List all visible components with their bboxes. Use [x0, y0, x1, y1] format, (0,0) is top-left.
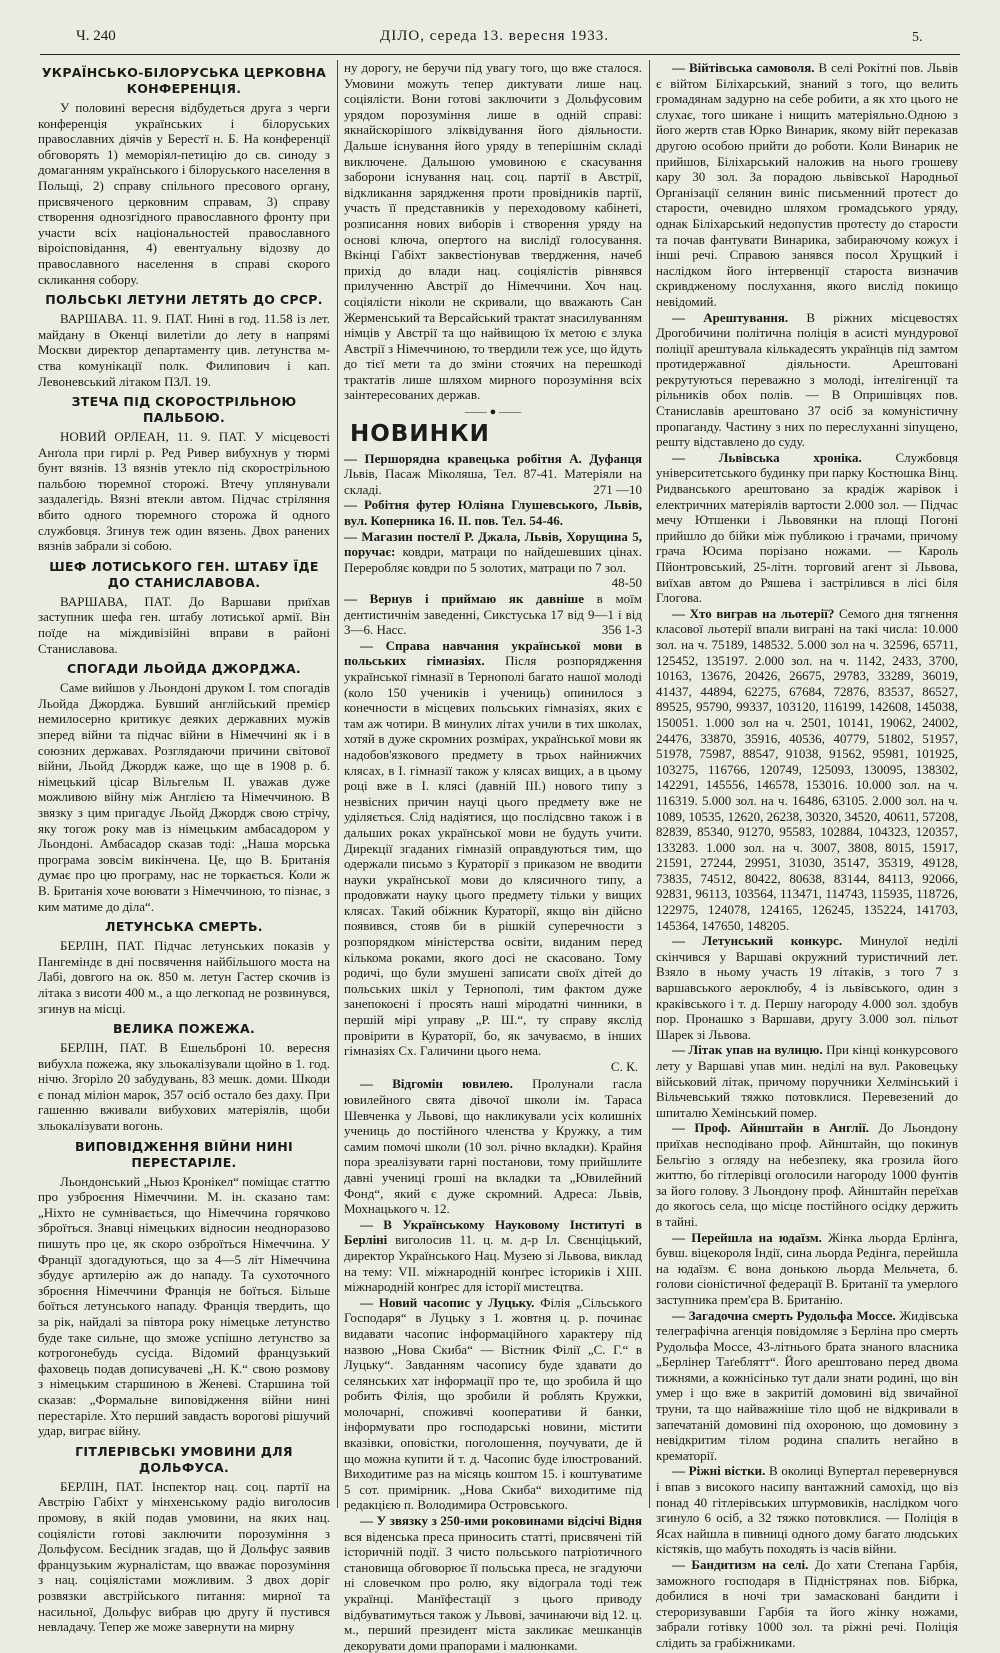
news-item-heading: — Перейшла на юдаїзм. [672, 1229, 822, 1245]
article-text: ВАРШАВА. 11. 9. ПАТ. Нині в год. 11.58 із лет. майдану в Окенці вилетіли до лету в напрямі Москви директор департаменту цив. летунства м-ства комунікації полк. Филипович і кап. Левоневський літаком ПЗЛ. 19. [38, 311, 330, 389]
classified-ad [344, 497, 642, 528]
news-item-text: При кінці конкурсового лету у Варшаві упав мин. неділі на вул. Раковецьку військовий літак, причому поручники Хелмінський і Вільчевський тяжко потовклися. Перевезений до шпиталю Хемінський помер. [656, 1042, 959, 1120]
news-item-text: До Льондону приїхав несподівано проф. Айнштайн, що покинув Бельгію з огляду на небезпеку, яка грозила його життю, бо гітлерівці оголосили нагороду 1000 фунтів за його голову. З Льондону проф. Айнштайн переїхав до якогось села, що місце постійного осідку держить в тайні. [656, 1120, 958, 1229]
news-item [656, 60, 958, 310]
article-text: ВАРШАВА, ПАТ. До Варшави приїхав заступник шефа ген. штабу лотиської армії. Він поїде на міждивізійні вправи в районі Станиславова. [38, 593, 330, 656]
news-item-heading: — У звязку з 250-ими роковинами відсічі Відня [360, 1513, 642, 1529]
article-text: БЕРЛІН, ПАТ. Інспектор нац. соц. партії на Австрію Габіхт у мінхенському радіо виголосив промову, в якій подав умовини, на яких нац. соціялісти готові заключити порозуміння з Дольфусом. Бесідник згадав, що й Дольфус заявив французьким журналістам, що вважає порозуміння з нац. соціялістами можливим. З двох доріг розвязки австрійського питання: мирної та насильної, Дольфус вибрав цю другу й пустився невладачу. Тепер же може завернути на мирну [38, 1478, 330, 1635]
article-text: У половині вересня відбудеться друга з черги конференція українських і білоруських православних діячів у Берестї н. Б. На конференції обговорять 1) меморіял-петицію до св. синоду з домаганням українського і білоруського населення в Польщі, 2) справу спільного пресового органу, присвяченого церковним справам, 3) справу створення однозгідного православного фронту при участи всіх національностей православного віроісповідання, 4) евентуальну відозву до православного населення в справі скорого скликання собору. [38, 100, 330, 287]
issue-number: Ч. 240 [76, 28, 116, 44]
news-item-heading: — Справа навчання української мови в польських гімназіях. [344, 637, 642, 669]
column-2 [344, 60, 643, 1653]
news-item-heading: — Бандитизм на селі. [672, 1557, 809, 1572]
news-item [656, 1042, 958, 1120]
news-item [344, 1217, 642, 1295]
ad-heading: — Вернув і приймаю як давніше [344, 591, 584, 606]
news-item-text: Службовця університетського будинку при парку Костюшка Вінц. Ридванського арештовано за крадіж жарівок і електричних матеріялів вартости 2.000 зол. — Підчас мечу Ютшенки і Львовянки на площі Погоні прийшло до бійки між публикою і грачами, причому грача Юсима порізано ножами. — Кароль Пйонтровський, 25-літн. торговий агент зі Львова, виїхав автом до Ряшева і застрілився в лісі біля Глогова. [656, 449, 959, 606]
news-item-text: В ріжних місцевостях Дрогобичини політична поліція в асисті мундурової поліції арештувала кількадесять українців під замтом протидержавної діяльности. Арештовані рекрутуються переважно з молоді, інтелігенції та рільників обох полів. — В Опришівцях пов. Станиславів арештовано 37 осіб за комуністичну пропаганду. Частину з них по переслуханні зіпущено, решту відставлено до суду. [656, 309, 958, 450]
article-text: БЕРЛІН, ПАТ. Підчас летунських показів у Пангеміндє в дні посвячення найбільшого моста на Лабі, довгого на ок. 850 м. летун Гастер скочив із літака з висоти 400 м., а що легкопад не розвинувся, згинув на місці. [38, 938, 330, 1016]
news-item-heading: — Летунський конкурс. [672, 933, 843, 949]
classified-ad [344, 591, 642, 638]
article-headline: ВИПОВІДЖЕННЯ ВІЙНИ НИНІ ПЕРЕСТАРІЛЕ. [75, 1138, 293, 1170]
news-item [656, 450, 958, 606]
ad-code: 48-50 [611, 575, 642, 591]
news-item [656, 1557, 958, 1651]
news-item-text: Після розпорядження української гімназії в Тернополі багато нашої молоді (коло 150 учеників і учениць) опинилося з конечности в місцевих польських гімназіях, яких є там аж чотири. В минулих літах учили в тих школах, хотяй в дуже скромних розмірах, української мови як надобов'язкового предмету в трьох найнижчих клясах, в I. гімназії також у клясах вищих, а в цьому році вже в I. клясі (давній III.) нового типу з незвісних причин науці цього предмету вже не уділяється. Слід надіятися, що послідсвно також і в дальших роках української мови не будуть учити. Дирекції згаданих гімназій оправдуються тим, що одержали письмо з Кураторії з приказом не вводити науки української мови до клясичного типу, а продовжати науку цього предмету тільки у вищих клясах. Такий обіжник Кураторії, якщо він дійсно появився, стояв би в рішкій суперечности з розпорядком міністерства освіти, виданим перед кількома роками, якого досі не скасовано. Тому родичі, що були змушені записати своїх дітей до польських шкіл у Тернополі, тим фактом дуже занепокоєні і просять наші міродатні чинники, в першій мірі управу „Р. Ш.“, ту справу якслід провірити в Кураторії, бо, як зачуваємо, в інших гімназіях Сх. Галичини цього нема. [344, 653, 642, 1059]
news-item-text: виголосив 11. ц. м. д-р Іл. Свєнціцький, директор Українського Нац. Музею зі Львова, виклад на тему: VII. міжнародній конґрес істориків і XIII. міжнародній конґрес для історії мистецтва. [344, 1232, 642, 1295]
news-item-heading: — Ріжні вістки. [672, 1463, 766, 1479]
news-item [656, 1308, 958, 1464]
article-headline: ШЕФ ЛОТИСЬКОГО ГЕН. ШТАБУ ЇДЕ ДО СТАНИСЛАВОВА. [49, 558, 319, 590]
article-headline: ЛЕТУНСЬКА СМЕРТЬ. [105, 919, 263, 935]
news-item-text: вся віденська преса приносить статті, присвячені тій історичній події. З чисто польського патріотичного становища обговорює її польська преса, не згадуючи ні словечком про ролю, яку відограла тоді теж українці. Манїфестації з цього приводу відбуватимуться також у Львові, зачинаючи від 12. ц. м., перший президент міста закликає мешканців декорувати доми прапорами і малюнками. [344, 1528, 642, 1653]
news-item [344, 1295, 642, 1513]
ad-text: Львів, Пасаж Міколяша, Тел. 87-41. Матеріяли на складі. [344, 466, 642, 497]
page-header [0, 0, 1000, 48]
ad-heading: — Магазин постелї Р. Джала, Львів, Хорущина 5, поручає: [344, 528, 642, 560]
news-item-heading: — Літак упав на вулицю. [672, 1042, 823, 1058]
news-item-heading: — В Українському Науковому Інституті в Берліні [344, 1216, 642, 1248]
news-item [656, 933, 958, 1042]
news-item-heading: — Загадочна смерть Рудольфа Моссе. [672, 1307, 896, 1323]
news-item-text: Жінка льорда Ерлінга, бувш. віцекороля Індії, сина льорда Редінга, перейшла на юдаїзм. Є вона донькою льорда Мельчета, б. голови сіоністичної федерації В. Британії та умерлого заступника прем'єра В. Британію. [656, 1229, 959, 1307]
article-text: Саме вийшов у Льондоні друком I. том спогадів Льойда Джорджа. Бувший англійський премієр немилосерно критикує деяких державних мужів зперед війни та підчас війни в Німеччині як і в союзних державах. Розглядаючи причини світової війни, Льойд Джордж каже, що ще в 1908 р. б. німецький цісар Вільгельм II. уважав дуже можливою війну між Англією та Німеччиною. В звязку з цим пригадує Льойд Джордж свою стрічу, яку тогож року мав із німецьким амбасадором у Льондоні. Амбасадор сказав тоді: „Наша морська програма зовсім викінчена. Це, що В. Британія думає про цю програму, нас не торкається. Коли ж В. Британія хоче воювати з Німеччиною, то пізнає, з ким матиме до діла“. [38, 680, 330, 914]
column-1 [38, 60, 330, 1635]
column-divider [649, 60, 650, 1508]
news-item-text: Семого дня тягнення класової льотерії впали виграні на такі числа: 10.000 зол. на ч. 75189, 148532. 5.000 зол на ч. 32596, 65711, 125452, 135197. 2.000 зол. на ч. 1142, 2433, 3700, 10163, 13676, 20426, 26675, 29783, 33289, 36019, 41437, 44894, 62275, 67684, 72876, 83537, 86527, 89525, 95790, 99337, 103120, 116199, 142608, 145038, 150051. 1.000 зол на ч. 2501, 10141, 19062, 24002, 24476, 33870, 35916, 40536, 40779, 51802, 51957, 51978, 75987, 88547, 91038, 91562, 95981, 101925, 103275, 116766, 120749, 125093, 130095, 138302, 142291, 145556, 146578, 153016. 10.000 зол. на ч. 116319. 5.000 зол. на ч. 16486, 63105. 2.000 зол. на ч. 1089, 10535, 12620, 26238, 30320, 34520, 40611, 57208, 82839, 85340, 91270, 95583, 102884, 104323, 120357, 133283. 1.000 зол. на ч. 3007, 3808, 8015, 15917, 21591, 27244, 29951, 31030, 35147, 35319, 49128, 73835, 74512, 80422, 80638, 83144, 84113, 92066, 92831, 96113, 103564, 113471, 114743, 115935, 118726, 122975, 124078, 124165, 126245, 135224, 141703, 145364, 147650, 148205. [656, 605, 959, 933]
news-item [656, 1120, 958, 1229]
masthead-line: ДІЛО, середа 13. вересня 1933. [380, 28, 609, 44]
ad-code: 356 1-3 [601, 622, 642, 638]
column-3 [656, 60, 959, 1650]
article-headline: СПОГАДИ ЛЬОЙДА ДЖОРДЖА. [67, 661, 301, 677]
news-item [344, 1513, 642, 1653]
news-item-heading: — Арештування. [672, 309, 789, 325]
ad-heading: — Робітня футер Юліяна Глушевського, Львів, вул. Коперника 16. II. пов. Тел. 54-46. [344, 497, 642, 529]
article-headline: УКРАЇНСЬКО-БІЛОРУСЬКА ЦЕРКОВНА КОНФЕРЕНЦІЯ. [41, 65, 327, 96]
news-item [344, 638, 642, 1059]
column-divider [337, 60, 338, 1508]
news-item-heading: — Відгомін ювилею. [360, 1076, 513, 1092]
header-divider [40, 54, 960, 55]
article-text: НОВИЙ ОРЛЕАН, 11. 9. ПАТ. У місцевості Анґола при гирлі р. Ред Ривер вибухнув у тюрмі бунт вязнів. 13 вязнів утекло під скорострільною пальбою тюремної сторожі. Втечу уплянували заздалегідь. Вязні втекли автом. Підчас стріляння вбито одного тюремного сторожа й одного службовця. Згинув теж один вязень. Двох ранених вязнів забрали зі собою. [38, 429, 330, 554]
news-item-text: Філія „Сільського Господаря“ в Луцьку з 1. жовтня ц. р. починає видавати часопис інформаційного характеру під назвою „Нова Скиба“ — Вістник Філії „С. Г.“ в Луцьку“. Завданням часопису буде здавати до селянських хат інформації про те, що зробила й що робить Філія, що зробили й роблять Кружки, молочарні, споживчі кооперативи й банки, інформувати про господарські новини, містити вказівки, оповістки, поголошення, поучувати, де й що можна купити й т. д. Часопис буде ілюстрований. Виходитиме раз на місяць коштом 15. і коштуватиме 5 сот. примірник. „Нова Скиба“ виходитиме під редакцією п. Володимира Островського. [344, 1294, 643, 1513]
article-headline: ВЕЛИКА ПОЖЕЖА. [112, 1021, 255, 1037]
news-item [656, 1230, 958, 1308]
ad-heading: — Першорядна кравецька робітня А. Дуфанця [344, 450, 642, 466]
news-item-heading: — Хто виграв на льотерії? [672, 605, 835, 621]
article-headline: ПОЛЬСЬКІ ЛЕТУНИ ЛЕТЯТЬ ДО СРСР. [45, 292, 323, 308]
news-item-heading: — Львівська хроніка. [672, 449, 862, 465]
ad-text: ковдри, матраци по найдешевших цінах. Переробляє ковдри по 5 золотих, матраци по 7 зол. [344, 544, 643, 575]
news-item [656, 310, 958, 450]
page-number: 5. [912, 30, 923, 45]
news-item-text: До хати Степана Гарбія, заможного господаря в Підністрянах пов. Бібрка, добилися в ночі три замасковані бандити і стероризувавши Гарбія та його жінку ножами, забрали готівку 1000 зол. та ріжні речі. Поліція слідить за грабіжниками. [656, 1557, 958, 1650]
news-item-text: В селі Рокітні пов. Львів є війтом Біліхарський, знаний з того, що велить громадянам задурно на себе робити, а як хто цього не слухає, того шикане і нищить матеріяльно.Одною з його жертв став Юркo Винарик, якому війт переказав другою особою прийти до роботи. Коли Винарик не прийшов, Біліхарський наложив на нього грошеву кару 30 зол. За порадою львівської Народньої Організації селянин виніс письменний протест до старости, очевидно шляхом громадського уряду, однак Біліхарський недопустив протесту до старости та почав фантувати Винарика, забираючому кожух і інші речі. Справою занявся посол Хрущкий і наслідком його інтервенції староста визначив скривдженому послухання, якого вислід покищо невідомий. [656, 60, 958, 309]
article-text: Льондонський „Ньюз Кронікел“ поміщає статтю про узброєння Німеччини. М. ін. сказано там: „Ніхто не сумнівається, що Німеччина горячково зброїться. Знавці німецьких відносин неодноразово пишуть про це, як скоро озброїться Німеччина. У Франції здогадуються, що за 4—5 літ Німеччина збудує артилерію аж до нападу. Та сухоточного зброєння Німеччини Франція не боїться. Більше боїться летунського нападу. Франція твердить, що за рік, найдалі за півтора року німецьке летунство буде таке сильне, що зможе успішно летунство за котрогонебудь сусіда. Відомий французький фаховець подав дописувачеві „Н. К.“ свою розмову з німецьким старшиною в Женеві. Старшина той сказав: „Формальне виповідження війни нині перестаріле. Хто перший завдасть ворогові рішучий удар, виграє війну. [38, 1173, 330, 1439]
article-headline: ГІТЛЕРІВСЬКІ УМОВИНИ ДЛЯ ДОЛЬФУСА. [75, 1443, 293, 1475]
news-item-text: В околиці Вупертал перевернувся і впав з високого насипу вантажний самохід, що віз понад 40 гітлерівських штурмовиків, наслідком чого згинуло 6 осіб, а 32 тяжко потовклися. — Поліція в Ясах найшла в пивниці одного дому багато людських кістяків, що мабуть походять із часів війни. [656, 1463, 958, 1557]
article-text: БЕРЛІН, ПАТ. В Ешельброні 10. вересня вибухла пожежа, яку зльокалізували щойно в 1. год. нічю. Згоріло 20 забудувань, 83 мешк. доми. Шкоди є понад міліон марок, 357 осіб остало без даху. При гашенню вживали вибухових матеріялів, щоби зльокалізувати вогонь. [38, 1040, 330, 1134]
news-item-text: Минулої неділі скінчився у Варшаві окружний туристичний лет. Взяло в ньому участь 19 літаків, з того 7 з варшавського аероклюбу, 4 із львівського, один з краківського і т. д. Першу нагороду 4.000 зол. здобув пор. Пронашко з Варшави, другу 3.000 зол. пільот Шарек зі Львова. [656, 933, 958, 1042]
classified-ad [344, 528, 643, 591]
article-headline: ЗТЕЧА ПІД СКОРОСТРІЛЬНОЮ ПАЛЬБОЮ. [71, 394, 297, 426]
news-item-heading: — Проф. Айнштайн в Англії. [672, 1120, 870, 1136]
news-item-text: Жидівська телеграфічна агенція повідомляє з Берліна про смерть Рудольфа Моссе, 43-літнього брата знаного власника „Берлінер Таґеблятт“. Його арештовано перед двома тижнями, а кожнісінько тут дали знати родині, що він умер і що вже в закритій домовині від звичайної труни, та що найважніше тіло щоб не відкривали в запечатаній домовині під охороною, що домовину з невідкритим тілом родина спалить негайно в крематорії. [656, 1307, 958, 1463]
news-item [656, 1463, 958, 1557]
news-item-heading: — Війтівська самоволя. [672, 60, 815, 75]
classified-ad [344, 451, 642, 498]
ad-code: 271 —10 [593, 481, 642, 497]
news-item [656, 606, 958, 933]
author-signature: С. К. [610, 1058, 638, 1074]
ad-text: в моїм дентистичнім заведенні, Сикстуська 17 від 9—1 і від 3—6. Насс. [344, 591, 643, 638]
news-item-text: Пролунали гасла ювилейного свята дівочої школи ім. Тараса Шевченка у Львові, що накликували усіх колишніх учениць до постійного членства у Кружку, а тим самим помочі школи (10 зол. річно вкладки). Крайня пора зреалізувати гарні постанови, тому прийшлите давні учениці гроші на вкладки та „Ювилейний Фонд“, який є дуже скромний. Адреса: Львів, Мохнацького ч. 12. [344, 1076, 643, 1217]
article-continuation: ну дорогу, не беручи під увагу того, що вже сталося. Умовини можуть тепер диктувати лише нац. соціялісти. Вони готові заключити з Дольфусовим урядом порозуміння лише в одній справі: якнайскорішого зліквідування його діяльности. Дальше існування його уряду в теперішнім складі виключене. Дальшою умовиною є скасування заборони існування нац. соц. партії в Австрії, відкликання зарядження проти провідників партії, участь її представників у переходовому кабінеті, розписання нових виборів і створення уряду на основі ключа, опертого на вислідї голосування. Вкінці Габіхт заквестіонував твердження, начеб прихід до влади нац. соціялістів рівнявся прилученню Австрії до Німеччини. Хоч нац. соціялісти ніколи не скривали, що вважають Сан Жерменський та Версайський трактат знасилуванням німців у Австрії та що найвищою їх метою є злука Австрії з Німеччиною, то твердили теж усе, що йдуть до тієї мети та до зміни стоячих на перешкоді трактатів лише шляхом мирного порозуміння всіх заінтересованих держав. [344, 60, 642, 403]
separator-ornament: —— ● —— [464, 406, 522, 419]
news-item-heading: — Новий часопис у Луцьку. [360, 1294, 535, 1310]
section-title: НОВИНКИ [350, 421, 490, 448]
news-item [344, 1076, 642, 1216]
